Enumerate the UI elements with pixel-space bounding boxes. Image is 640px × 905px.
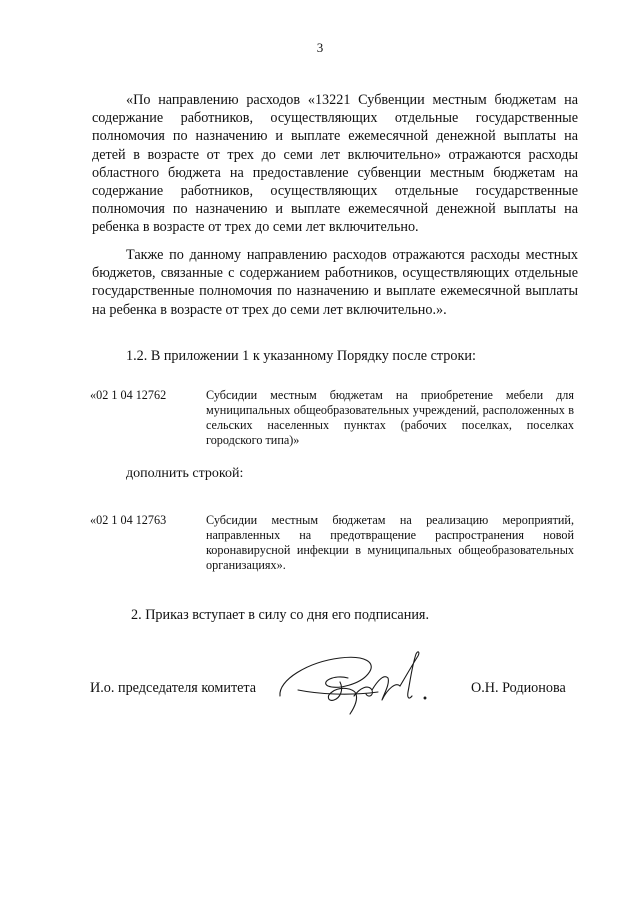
paragraph-appendix-instruction: 1.2. В приложении 1 к указанному Порядку после строки: [126, 348, 476, 364]
row-text-new: Субсидии местным бюджетам на реализацию мероприятий, направленных на предотвращение распространения новой коронавирусной инфекции в муниципальных общеобразовательных организациях». [206, 513, 574, 572]
paragraph-expense-direction: «По направлению расходов «13221 Субвенции местным бюджетам на содержание работников, осуществляющих отдельные государственные полномочия по назначению и выплате ежемесячной денежной выплаты на детей в возрасте от трех до семи лет включительно» отражаются расходы областного бюджета на предоставление субвенции местным бюджетам на содержание работников, осуществляющих отдельные государственные полномочия по назначению и выплате ежемесячной денежной выплаты на ребенка в возрасте от трех до семи лет включительно. [92, 92, 578, 236]
paragraph-effective-date: 2. Приказ вступает в силу со дня его подписания. [131, 607, 429, 623]
signatory-role: И.о. председателя комитета [90, 680, 257, 696]
page-number: 3 [316, 40, 324, 55]
row-code-new: «02 1 04 12763 [90, 513, 167, 527]
row-text-existing: Субсидии местным бюджетам на приобретение мебели для муниципальных общеобразовательных учреждений, расположенных в сельских населенных пунктах (рабочих поселках, поселках городского типа)» [206, 388, 574, 447]
paragraph-local-budgets: Также по данному направлению расходов отражаются расходы местных бюджетов, связанные с содержанием работников, осуществляющих отдельные государственные полномочия по назначению и выплате ежемесячной выплаты на ребенка в возрасте от трех до семи лет включительно.». [92, 247, 578, 318]
row-code-existing: «02 1 04 12762 [90, 388, 167, 402]
paragraph-add-row: дополнить строкой: [126, 466, 244, 481]
signatory-name: О.Н. Родионова [471, 680, 566, 696]
handwritten-signature [268, 638, 448, 720]
